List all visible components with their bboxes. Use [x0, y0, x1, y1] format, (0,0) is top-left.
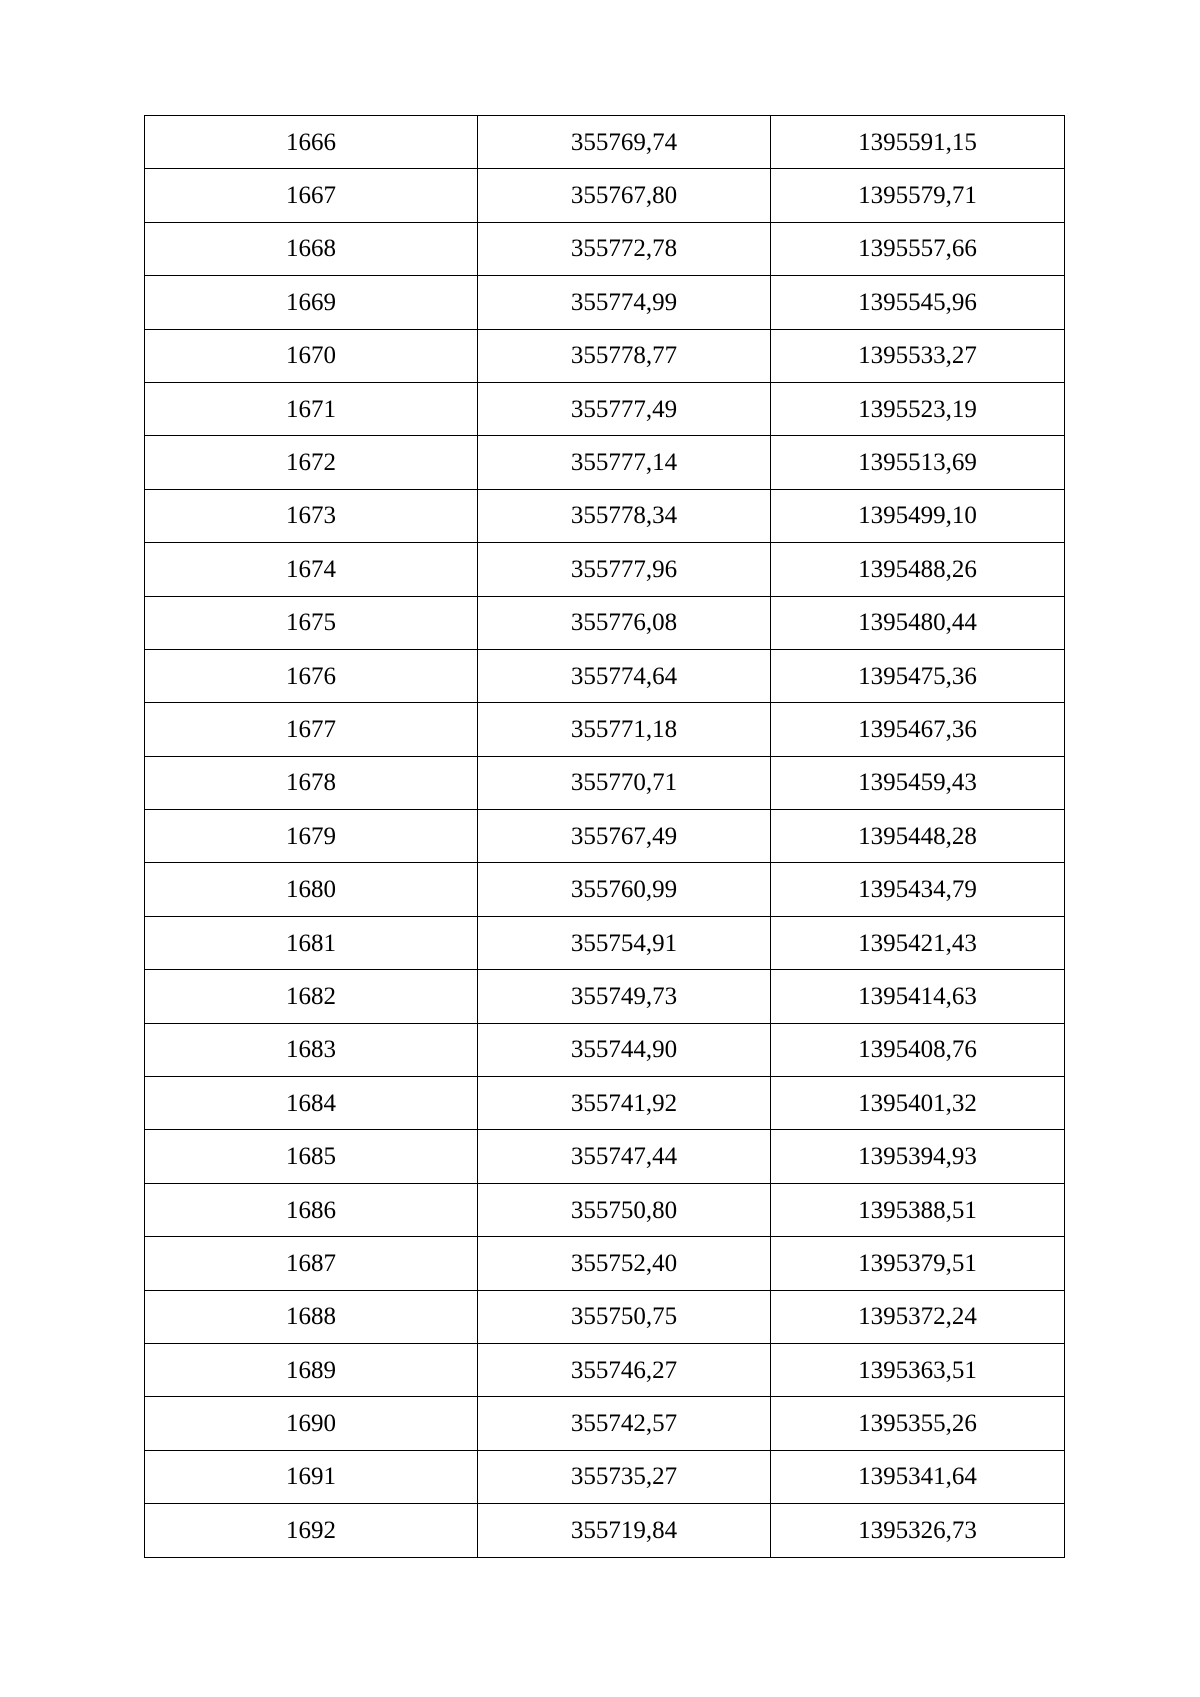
- table-row: [145, 489, 1065, 542]
- y-coordinate-cell: 1395372,24: [771, 1290, 1065, 1343]
- x-coordinate-cell: 355774,99: [478, 276, 771, 329]
- y-coordinate-cell: 1395475,36: [771, 649, 1065, 702]
- y-coordinate-cell: 1395480,44: [771, 596, 1065, 649]
- table-row: [145, 1183, 1065, 1236]
- x-coordinate-cell: 355735,27: [478, 1450, 771, 1503]
- table-row: [145, 382, 1065, 435]
- point-number-cell: 1670: [145, 329, 478, 382]
- x-coordinate-cell: 355772,78: [478, 222, 771, 275]
- coordinates-table-body: [145, 116, 1065, 1558]
- x-coordinate-cell: 355776,08: [478, 596, 771, 649]
- point-number-cell: 1669: [145, 276, 478, 329]
- y-coordinate-cell: 1395488,26: [771, 543, 1065, 596]
- point-number-cell: 1677: [145, 703, 478, 756]
- point-number-cell: 1682: [145, 970, 478, 1023]
- y-coordinate-cell: 1395591,15: [771, 116, 1065, 169]
- x-coordinate-cell: 355771,18: [478, 703, 771, 756]
- x-coordinate-cell: 355719,84: [478, 1504, 771, 1557]
- y-coordinate-cell: 1395523,19: [771, 382, 1065, 435]
- y-coordinate-cell: 1395408,76: [771, 1023, 1065, 1076]
- table-row: [145, 703, 1065, 756]
- table-row: [145, 116, 1065, 169]
- x-coordinate-cell: 355750,75: [478, 1290, 771, 1343]
- table-row: [145, 1077, 1065, 1130]
- x-coordinate-cell: 355752,40: [478, 1237, 771, 1290]
- x-coordinate-cell: 355778,34: [478, 489, 771, 542]
- point-number-cell: 1691: [145, 1450, 478, 1503]
- y-coordinate-cell: 1395401,32: [771, 1077, 1065, 1130]
- point-number-cell: 1671: [145, 382, 478, 435]
- y-coordinate-cell: 1395363,51: [771, 1343, 1065, 1396]
- point-number-cell: 1678: [145, 756, 478, 809]
- table-row: [145, 543, 1065, 596]
- table-row: [145, 1237, 1065, 1290]
- y-coordinate-cell: 1395326,73: [771, 1504, 1065, 1557]
- y-coordinate-cell: 1395421,43: [771, 916, 1065, 969]
- table-row: [145, 1290, 1065, 1343]
- x-coordinate-cell: 355741,92: [478, 1077, 771, 1130]
- table-row: [145, 1504, 1065, 1557]
- y-coordinate-cell: 1395467,36: [771, 703, 1065, 756]
- x-coordinate-cell: 355742,57: [478, 1397, 771, 1450]
- y-coordinate-cell: 1395341,64: [771, 1450, 1065, 1503]
- y-coordinate-cell: 1395414,63: [771, 970, 1065, 1023]
- x-coordinate-cell: 355750,80: [478, 1183, 771, 1236]
- table-row: [145, 649, 1065, 702]
- x-coordinate-cell: 355777,49: [478, 382, 771, 435]
- point-number-cell: 1675: [145, 596, 478, 649]
- y-coordinate-cell: 1395557,66: [771, 222, 1065, 275]
- y-coordinate-cell: 1395355,26: [771, 1397, 1065, 1450]
- x-coordinate-cell: 355746,27: [478, 1343, 771, 1396]
- point-number-cell: 1687: [145, 1237, 478, 1290]
- table-row: [145, 1397, 1065, 1450]
- point-number-cell: 1679: [145, 810, 478, 863]
- coordinates-table: [144, 115, 1065, 1558]
- table-row: [145, 916, 1065, 969]
- point-number-cell: 1685: [145, 1130, 478, 1183]
- point-number-cell: 1692: [145, 1504, 478, 1557]
- y-coordinate-cell: 1395579,71: [771, 169, 1065, 222]
- point-number-cell: 1673: [145, 489, 478, 542]
- table-row: [145, 222, 1065, 275]
- y-coordinate-cell: 1395448,28: [771, 810, 1065, 863]
- y-coordinate-cell: 1395388,51: [771, 1183, 1065, 1236]
- point-number-cell: 1690: [145, 1397, 478, 1450]
- x-coordinate-cell: 355749,73: [478, 970, 771, 1023]
- x-coordinate-cell: 355774,64: [478, 649, 771, 702]
- y-coordinate-cell: 1395379,51: [771, 1237, 1065, 1290]
- y-coordinate-cell: 1395434,79: [771, 863, 1065, 916]
- x-coordinate-cell: 355744,90: [478, 1023, 771, 1076]
- point-number-cell: 1667: [145, 169, 478, 222]
- x-coordinate-cell: 355777,96: [478, 543, 771, 596]
- y-coordinate-cell: 1395499,10: [771, 489, 1065, 542]
- point-number-cell: 1674: [145, 543, 478, 596]
- table-row: [145, 276, 1065, 329]
- y-coordinate-cell: 1395533,27: [771, 329, 1065, 382]
- x-coordinate-cell: 355767,80: [478, 169, 771, 222]
- point-number-cell: 1686: [145, 1183, 478, 1236]
- table-row: [145, 756, 1065, 809]
- point-number-cell: 1676: [145, 649, 478, 702]
- point-number-cell: 1684: [145, 1077, 478, 1130]
- point-number-cell: 1683: [145, 1023, 478, 1076]
- x-coordinate-cell: 355778,77: [478, 329, 771, 382]
- y-coordinate-cell: 1395459,43: [771, 756, 1065, 809]
- table-row: [145, 436, 1065, 489]
- x-coordinate-cell: 355767,49: [478, 810, 771, 863]
- table-row: [145, 1130, 1065, 1183]
- x-coordinate-cell: 355754,91: [478, 916, 771, 969]
- table-row: [145, 329, 1065, 382]
- x-coordinate-cell: 355747,44: [478, 1130, 771, 1183]
- table-row: [145, 169, 1065, 222]
- point-number-cell: 1681: [145, 916, 478, 969]
- x-coordinate-cell: 355760,99: [478, 863, 771, 916]
- y-coordinate-cell: 1395394,93: [771, 1130, 1065, 1183]
- table-row: [145, 596, 1065, 649]
- point-number-cell: 1680: [145, 863, 478, 916]
- table-row: [145, 810, 1065, 863]
- y-coordinate-cell: 1395545,96: [771, 276, 1065, 329]
- x-coordinate-cell: 355770,71: [478, 756, 771, 809]
- table-row: [145, 863, 1065, 916]
- point-number-cell: 1689: [145, 1343, 478, 1396]
- table-row: [145, 1450, 1065, 1503]
- point-number-cell: 1688: [145, 1290, 478, 1343]
- table-row: [145, 1023, 1065, 1076]
- point-number-cell: 1666: [145, 116, 478, 169]
- point-number-cell: 1668: [145, 222, 478, 275]
- table-row: [145, 1343, 1065, 1396]
- table-row: [145, 970, 1065, 1023]
- point-number-cell: 1672: [145, 436, 478, 489]
- x-coordinate-cell: 355777,14: [478, 436, 771, 489]
- y-coordinate-cell: 1395513,69: [771, 436, 1065, 489]
- x-coordinate-cell: 355769,74: [478, 116, 771, 169]
